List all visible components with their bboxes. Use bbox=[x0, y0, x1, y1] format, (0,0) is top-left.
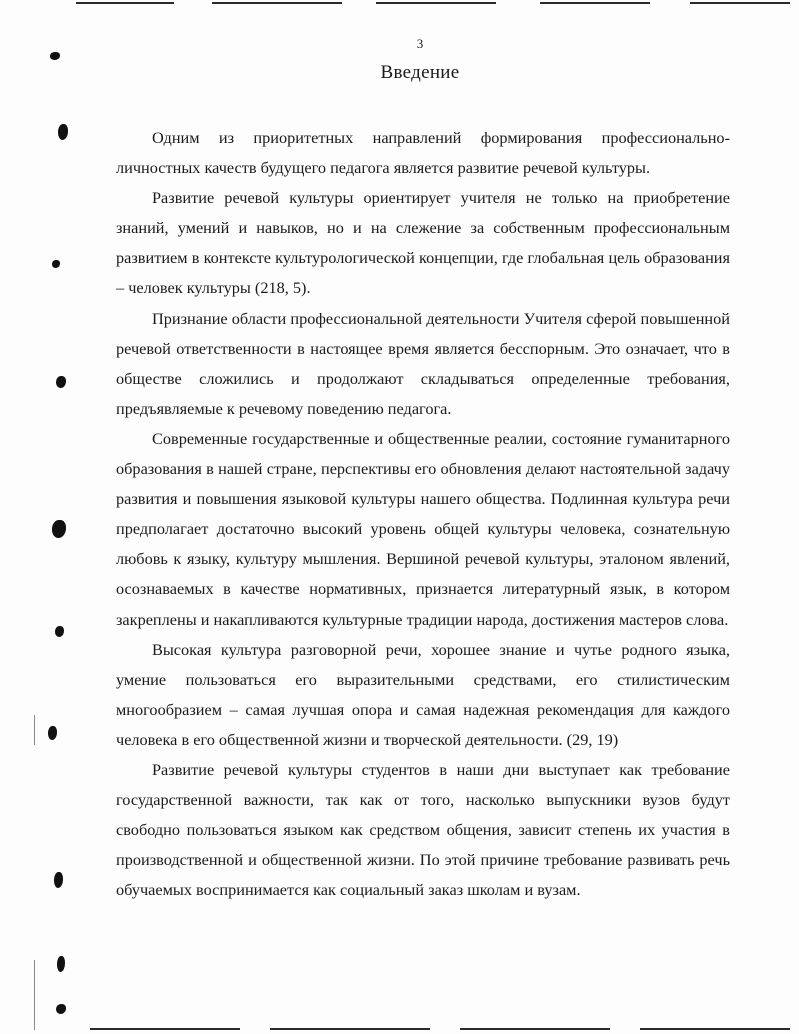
bottom-scan-edge bbox=[460, 1028, 610, 1030]
punch-hole-mark bbox=[50, 52, 60, 60]
paragraph: Развитие речевой культуры студентов в наши дни выступает как требование государственной важности, так как от того, насколько выпускники вузов будут свободно пользоваться языком как средством общения, зависит степень их участия в производственной и общественной жизни. По этой причине требование развивать речь обучаемых воспринимается как социальный заказ школам и вузам. bbox=[116, 759, 730, 900]
punch-hole-mark bbox=[56, 1004, 66, 1014]
top-scan-edge bbox=[76, 2, 174, 4]
paragraph: Развитие речевой культуры ориентирует учителя не только на приобретение знаний, умений и навыков, но и на слежение за собственным профессиональным развитием в контексте культурологической концепции, где глобальная цель образования – человек культуры (218, 5). bbox=[116, 188, 730, 298]
bottom-scan-edge bbox=[90, 1028, 240, 1030]
bottom-scan-edge bbox=[640, 1028, 790, 1030]
margin-rule bbox=[34, 960, 35, 1030]
paragraph: Одним из приоритетных направлений формирования профессионально-личностных качеств будущего педагога является развитие речевой культуры. bbox=[116, 128, 730, 178]
punch-hole-mark bbox=[57, 956, 65, 972]
body-text bbox=[116, 123, 730, 905]
top-scan-edge bbox=[376, 2, 496, 4]
page-number: 3 bbox=[416, 36, 424, 51]
section-title: Введение bbox=[380, 62, 460, 83]
punch-hole-mark bbox=[52, 260, 60, 268]
paragraph: Признание области профессиональной деятельности Учителя сферой повышенной речевой ответственности в настоящее время является бесспорным. Это означает, что в обществе сложились и продолжают складываться определенные требования, предъявляемые к речевому поведению педагога. bbox=[116, 308, 730, 418]
top-scan-edge bbox=[690, 2, 790, 4]
top-scan-edge bbox=[540, 2, 650, 4]
punch-hole-mark bbox=[55, 626, 64, 637]
top-scan-edge bbox=[212, 2, 342, 4]
paragraph: Современные государственные и общественные реалии, состояние гуманитарного образования в нашей стране, перспективы его обновления делают настоятельной задачу развития и повышения языковой культуры нашего общества. Подлинная культура речи предполагает достаточно высокий уровень общей культуры человека, сознательную любовь к языку, культуру мышления. Вершиной речевой культуры, эталоном явлений, осознаваемых в качестве нормативных, признается литературный язык, в котором закреплены и накапливаются культурные традиции народа, достижения мастеров слова. bbox=[116, 428, 730, 629]
punch-hole-mark bbox=[54, 872, 63, 888]
punch-hole-mark bbox=[52, 520, 66, 538]
margin-rule bbox=[34, 715, 35, 745]
punch-hole-mark bbox=[48, 726, 57, 740]
punch-hole-mark bbox=[56, 376, 66, 388]
bottom-scan-edge bbox=[270, 1028, 430, 1030]
paragraph: Высокая культура разговорной речи, хорошее знание и чутье родного языка, умение пользоваться его выразительными средствами, его стилистическим многообразием – самая лучшая опора и самая надежная рекомендация для каждого человека в его общественной жизни и творческой деятельности. (29, 19) bbox=[116, 639, 730, 749]
punch-hole-mark bbox=[58, 124, 68, 140]
